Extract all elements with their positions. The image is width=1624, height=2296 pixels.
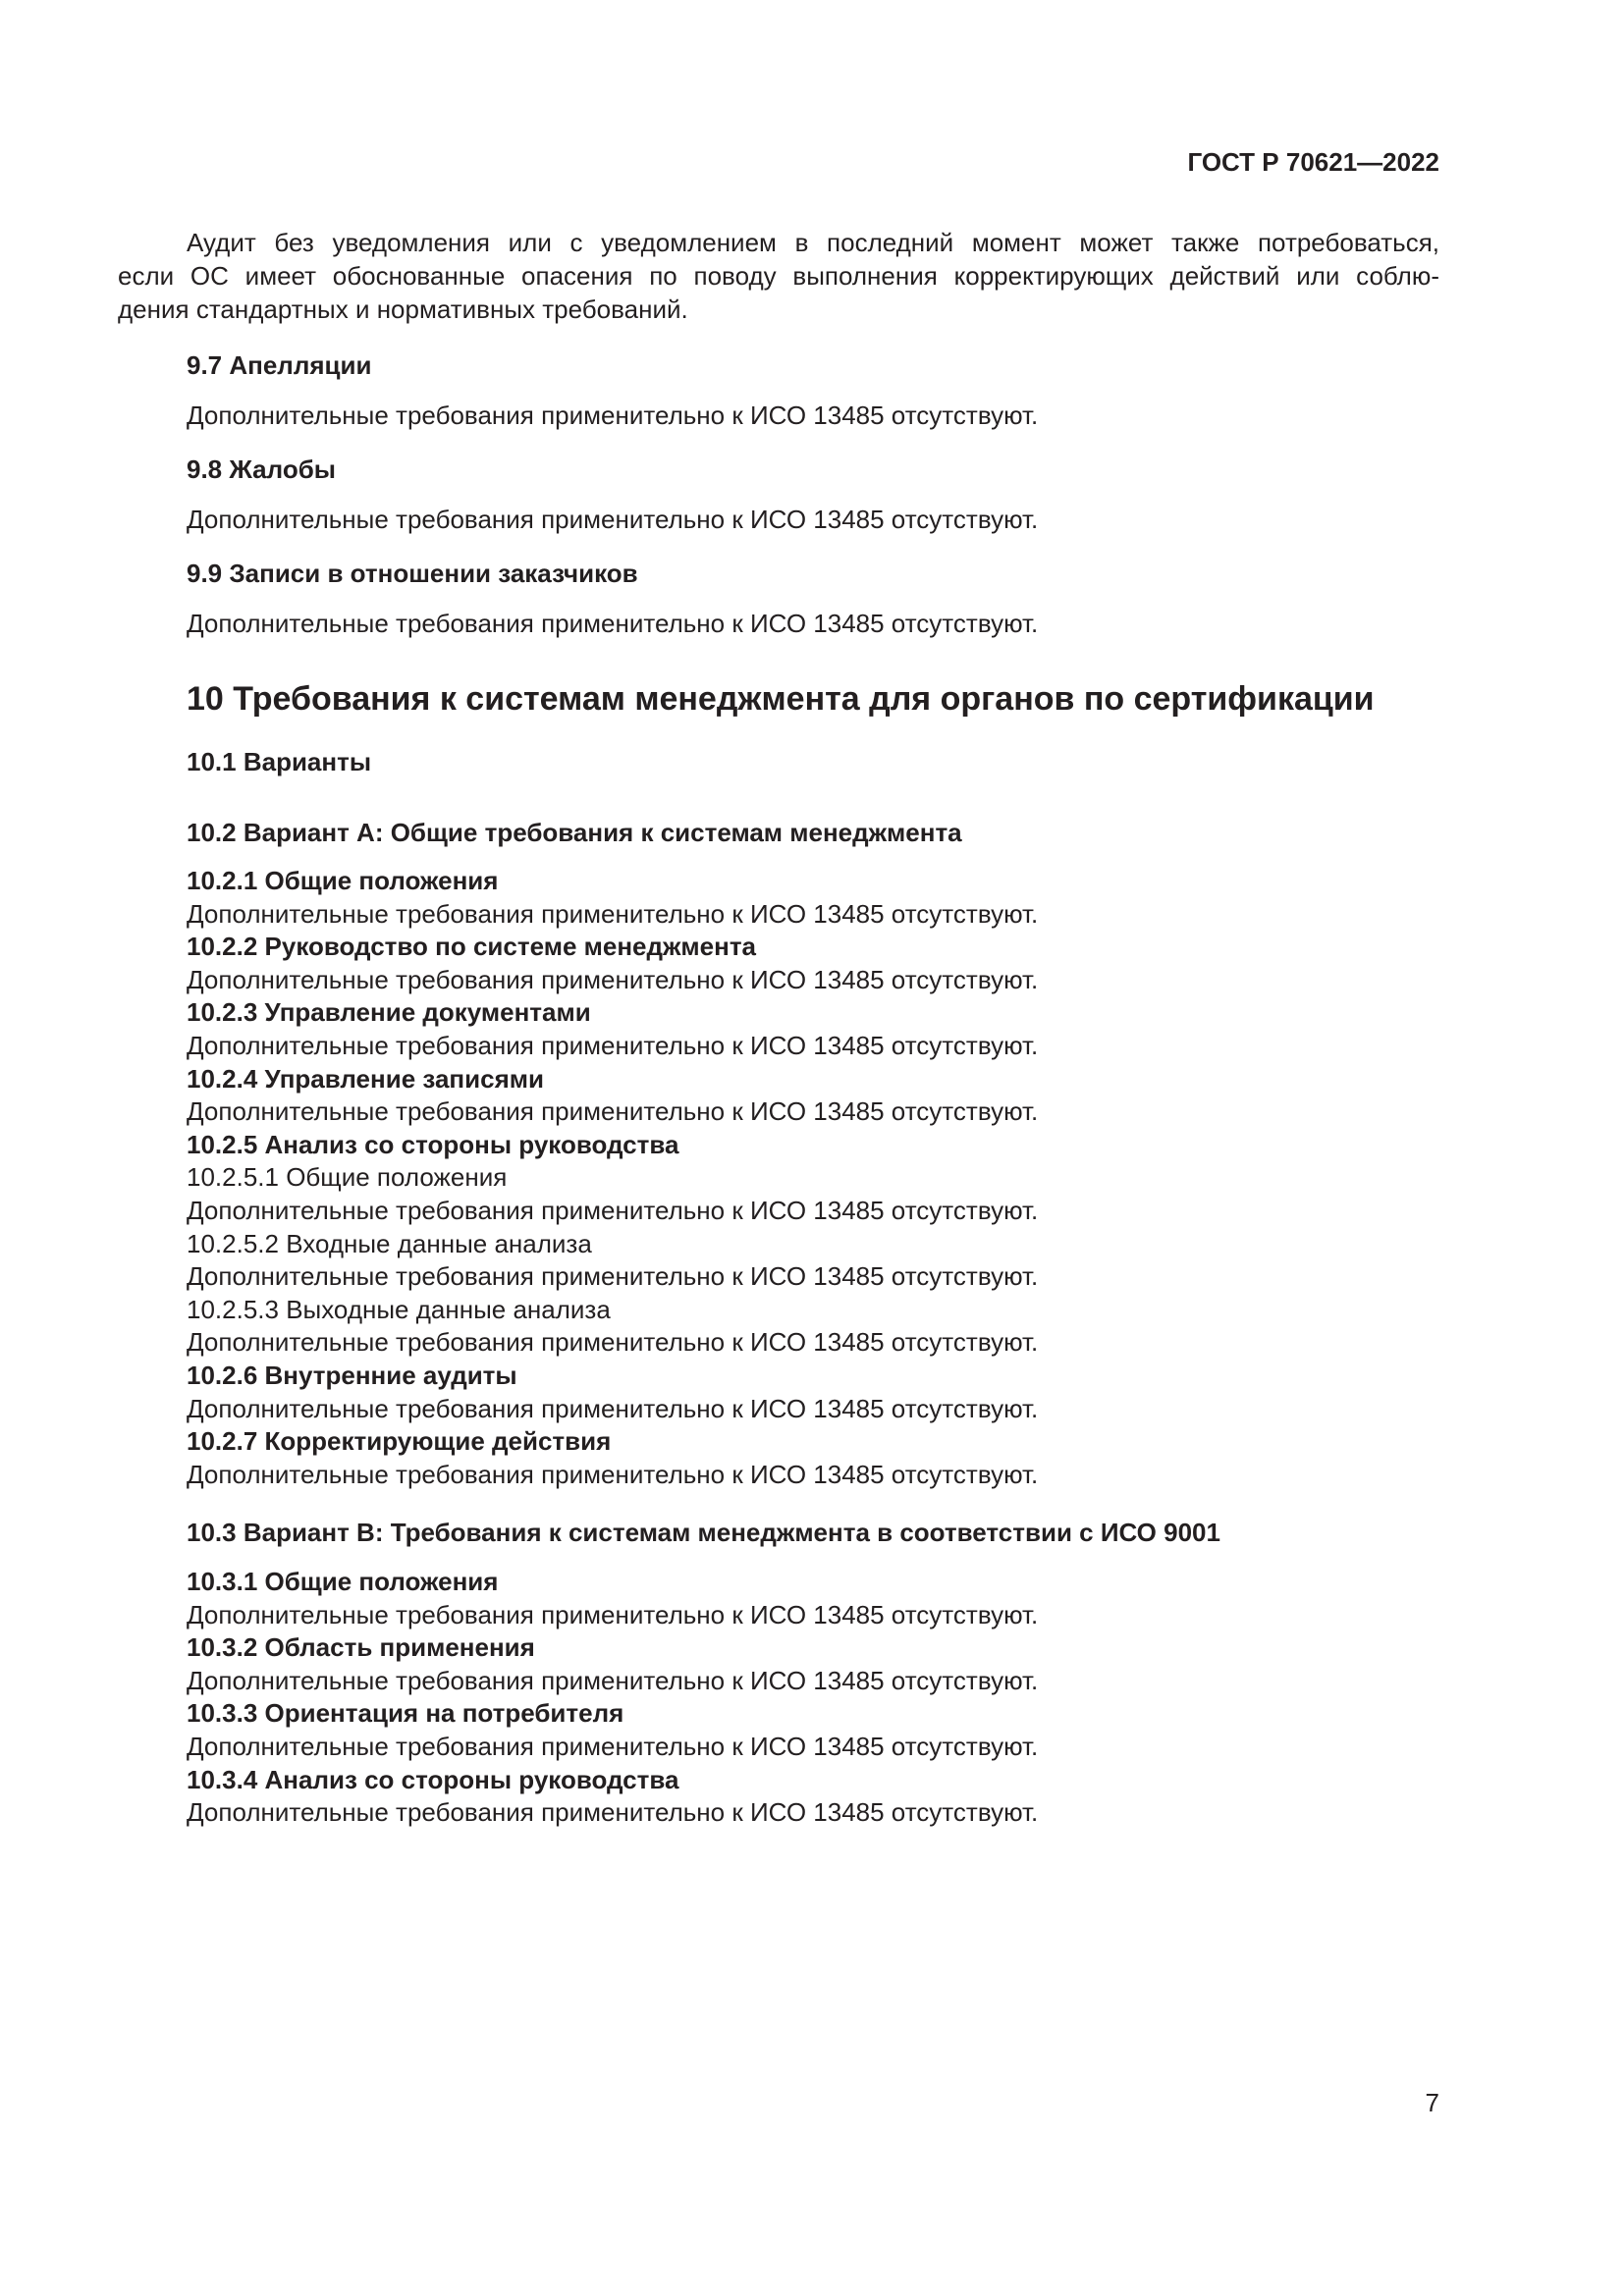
section-10-2-line: Дополнительные требования применительно к ИСО 13485 отсутствуют. — [187, 898, 1039, 929]
document-id: ГОСТ Р 70621—2022 — [1187, 147, 1439, 177]
section-9-7-heading: 9.7 Апелляции — [187, 350, 372, 380]
section-10-2-line: Дополнительные требования применительно к ИСО 13485 отсутствуют. — [187, 1393, 1039, 1423]
section-9-9-heading: 9.9 Записи в отношении заказчиков — [187, 559, 638, 588]
section-10-3-line: Дополнительные требования применительно к ИСО 13485 отсутствуют. — [187, 1732, 1039, 1761]
section-10-2-subheading: 10.2.4 Управление записями — [187, 1063, 544, 1094]
section-10-2-line: Дополнительные требования применительно к ИСО 13485 отсутствуют. — [187, 964, 1039, 994]
section-10-3-line: Дополнительные требования применительно к ИСО 13485 отсутствуют. — [187, 1599, 1039, 1629]
section-10-3-line: Дополнительные требования применительно к ИСО 13485 отсутствуют. — [187, 1665, 1039, 1695]
section-10-2-heading: 10.2 Вариант А: Общие требования к системам менеджмента — [187, 818, 962, 847]
section-10-2-line: Дополнительные требования применительно к ИСО 13485 отсутствуют. — [187, 1459, 1039, 1489]
section-10-3-subheading: 10.3.2 Область применения — [187, 1632, 535, 1663]
section-10-2-line: 10.2.5.1 Общие положения — [187, 1162, 508, 1193]
section-10-3-subheading: 10.3.3 Ориентация на потребителя — [187, 1698, 624, 1729]
section-10-3-line: Дополнительные требования применительно к ИСО 13485 отсутствуют. — [187, 1797, 1039, 1828]
section-10-2-line: 10.2.5.2 Входные данные анализа — [187, 1228, 592, 1258]
section-10-2-subheading: 10.2.6 Внутренние аудиты — [187, 1361, 517, 1390]
intro-line-2: если ОС имеет обоснованные опасения по поводу выполнения корректирующих действий или соблю- — [118, 261, 1439, 291]
section-10-2-subheading: 10.2.1 Общие положения — [187, 866, 499, 895]
section-10-2-line: Дополнительные требования применительно к ИСО 13485 отсутствуют. — [187, 1031, 1039, 1060]
section-10-1-heading: 10.1 Варианты — [187, 747, 372, 776]
section-9-8-text: Дополнительные требования применительно к ИСО 13485 отсутствуют. — [187, 505, 1039, 534]
section-9-8-heading: 9.8 Жалобы — [187, 454, 336, 484]
section-9-7-text: Дополнительные требования применительно к ИСО 13485 отсутствуют. — [187, 400, 1039, 430]
section-10-2-line: Дополнительные требования применительно к ИСО 13485 отсутствуют. — [187, 1096, 1039, 1127]
section-10-3-heading: 10.3 Вариант В: Требования к системам менеджмента в соответствии с ИСО 9001 — [187, 1518, 1220, 1547]
section-10-2-line: Дополнительные требования применительно к ИСО 13485 отсутствуют. — [187, 1196, 1039, 1225]
section-10-heading: 10 Требования к системам менеджмента для органов по сертификации — [187, 680, 1375, 718]
section-10-2-subheading: 10.2.5 Анализ со стороны руководства — [187, 1129, 679, 1159]
section-10-2-subheading: 10.2.7 Корректирующие действия — [187, 1426, 612, 1457]
section-9-9-text: Дополнительные требования применительно к ИСО 13485 отсутствуют. — [187, 609, 1039, 638]
intro-line-3: дения стандартных и нормативных требований. — [118, 294, 688, 324]
section-10-2-line: Дополнительные требования применительно к ИСО 13485 отсутствуют. — [187, 1327, 1039, 1358]
section-10-2-subheading: 10.2.3 Управление документами — [187, 997, 591, 1028]
section-10-2-line: Дополнительные требования применительно к ИСО 13485 отсутствуют. — [187, 1261, 1039, 1292]
section-10-2-line: 10.2.5.3 Выходные данные анализа — [187, 1294, 611, 1324]
page-number: 7 — [1425, 2088, 1439, 2117]
section-10-3-subheading: 10.3.1 Общие положения — [187, 1567, 499, 1596]
intro-line-1: Аудит без уведомления или с уведомлением в последний момент может также потребоваться, — [187, 228, 1439, 257]
section-10-3-subheading: 10.3.4 Анализ со стороны руководства — [187, 1764, 679, 1794]
section-10-2-subheading: 10.2.2 Руководство по системе менеджмента — [187, 932, 757, 962]
